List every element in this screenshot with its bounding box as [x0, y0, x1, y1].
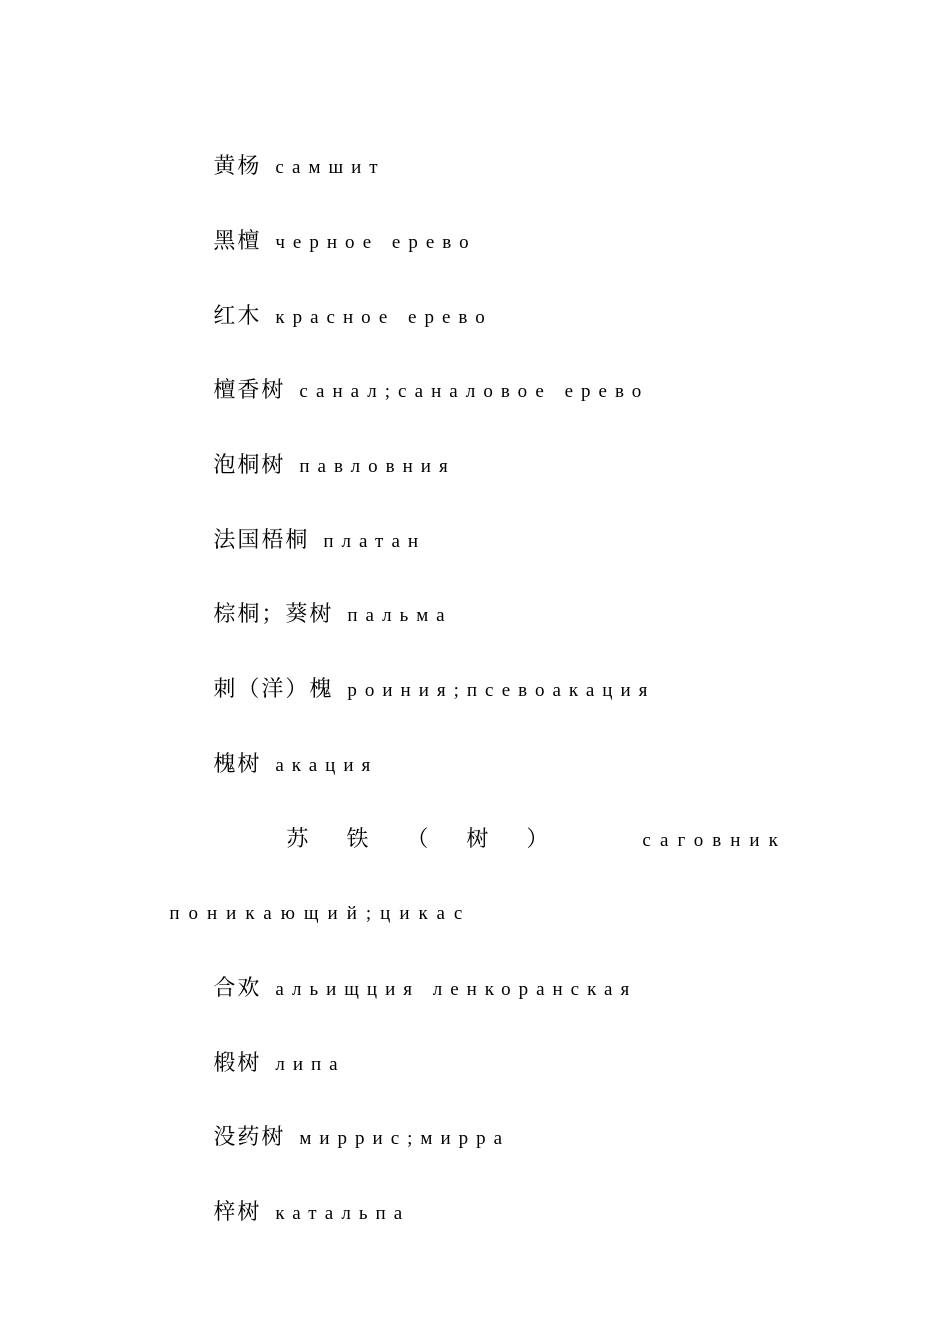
entry-7: [193, 588, 453, 642]
term-chinese: 刺（洋）槐: [213, 677, 334, 702]
term-russian: санал;саналовое ерево: [299, 381, 650, 402]
entry-3: [193, 290, 493, 344]
term-russian-continuation: поникающий;цикас: [169, 903, 472, 924]
entry-10-continuation: [149, 888, 471, 939]
term-russian: миррис;мирра: [299, 1128, 511, 1149]
term-russian: саговник: [642, 830, 787, 851]
term-russian: акация: [275, 755, 379, 776]
term-chinese: 泡桐树: [213, 453, 286, 478]
term-russian: платан: [323, 531, 427, 552]
term-russian: липа: [275, 1054, 346, 1075]
term-chinese: 黑檀: [213, 229, 262, 254]
entry-4: [193, 364, 649, 418]
term-chinese: 红木: [213, 304, 262, 329]
entry-9: [193, 738, 378, 792]
term-russian: катальпа: [275, 1203, 411, 1224]
term-chinese: 合欢: [213, 976, 262, 1001]
entry-12: [193, 1037, 346, 1091]
entry-14: [193, 1186, 410, 1240]
term-russian: роиния;псевоакация: [347, 680, 656, 701]
term-chinese: 檀香树: [213, 378, 286, 403]
term-russian: павловния: [299, 456, 456, 477]
entry-1: [193, 140, 386, 194]
term-chinese: 梓树: [213, 1200, 262, 1225]
term-chinese: 黄杨: [213, 154, 262, 179]
term-russian: красное ерево: [275, 307, 493, 328]
term-russian: альищция ленкоранская: [275, 979, 638, 1000]
term-russian: черное ерево: [275, 232, 477, 253]
term-chinese: 槐树: [213, 752, 262, 777]
entry-10: [266, 813, 586, 867]
term-chinese: 苏铁（树）: [286, 827, 587, 852]
entry-11: [193, 962, 637, 1016]
term-chinese: 没药树: [213, 1125, 286, 1150]
term-chinese: 椴树: [213, 1051, 262, 1076]
term-russian: пальма: [347, 605, 453, 626]
entry-8: [193, 663, 655, 717]
entry-2: [193, 215, 477, 269]
entry-6: [193, 514, 426, 568]
term-chinese: 棕桐；葵树: [213, 602, 334, 627]
entry-5: [193, 439, 456, 493]
term-russian: самшит: [275, 157, 386, 178]
entry-13: [193, 1111, 510, 1165]
entry-10-russian: [622, 815, 787, 866]
term-chinese: 法国梧桐: [213, 528, 310, 553]
